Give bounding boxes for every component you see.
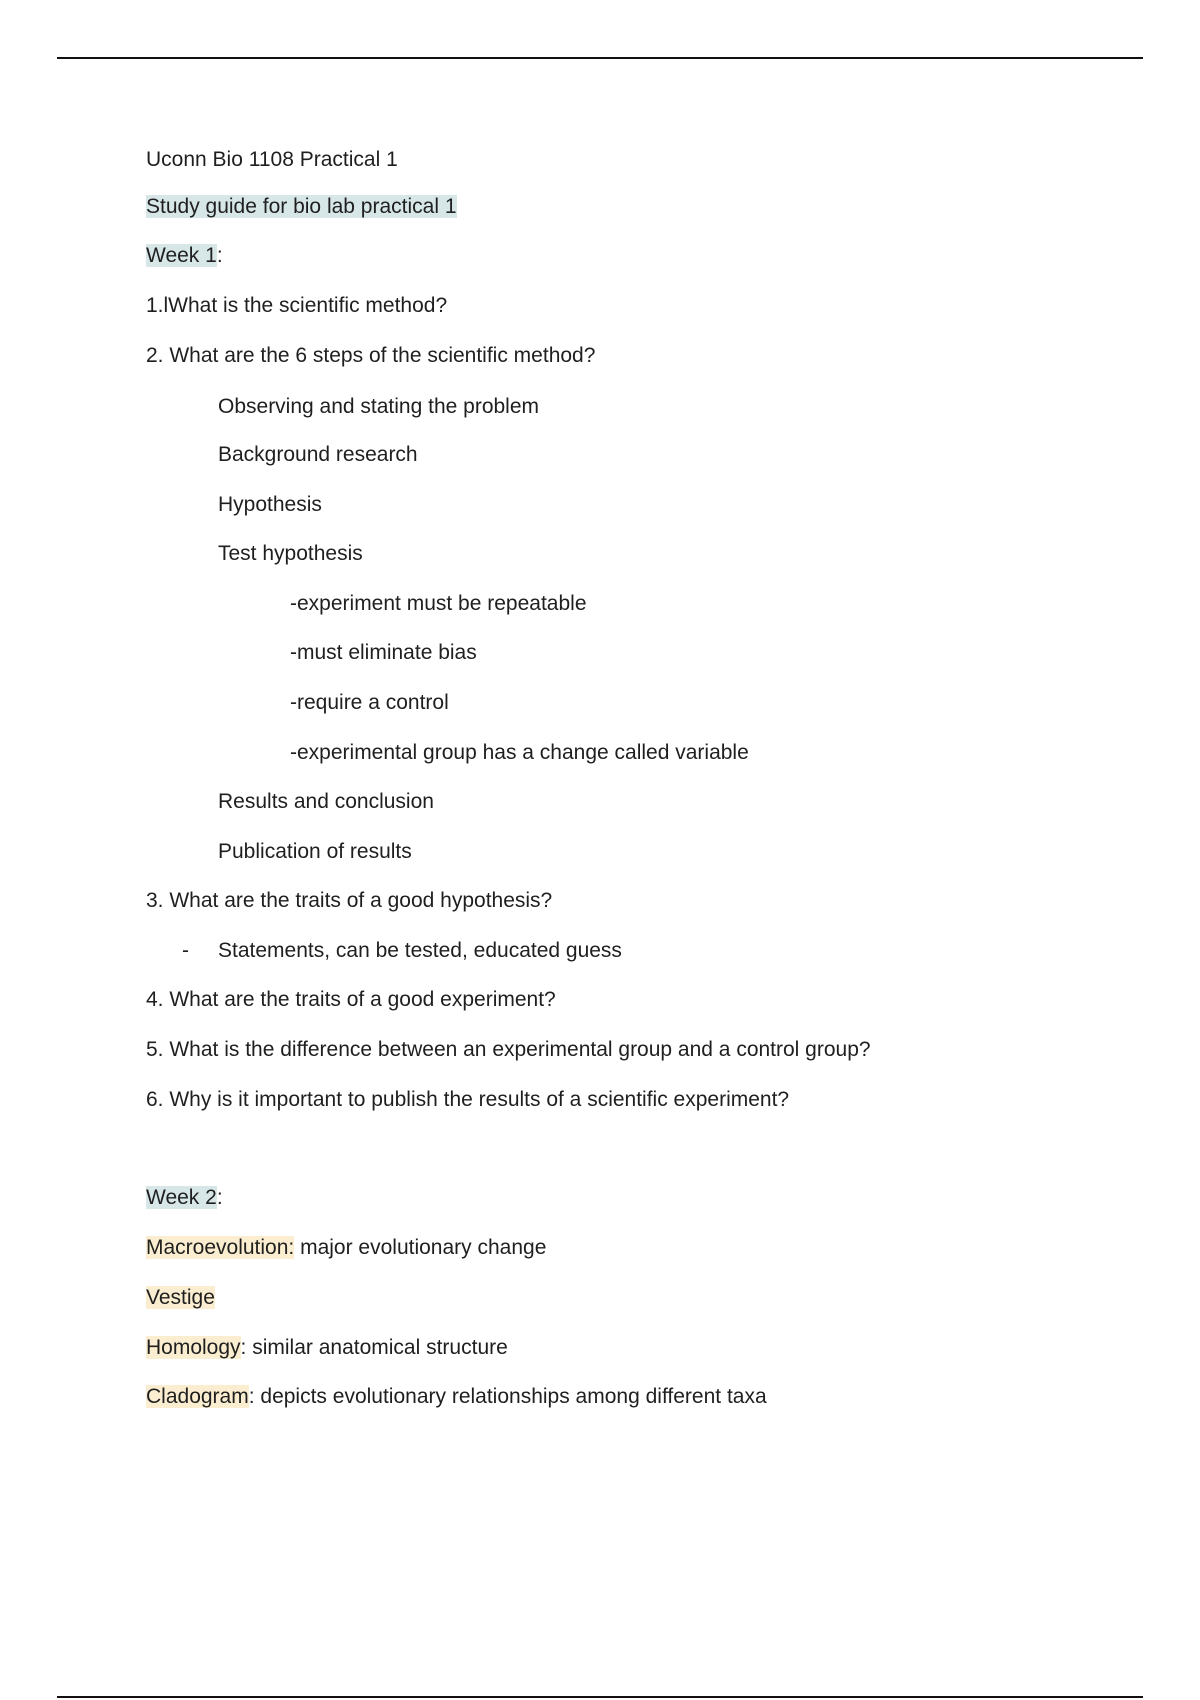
week1-heading-text: Week 1 — [146, 244, 217, 267]
term-entry — [146, 1383, 767, 1411]
test-detail-item: -must eliminate bias — [290, 641, 477, 664]
subtitle-highlight: Study guide for bio lab practical 1 — [146, 195, 457, 218]
week1-heading — [146, 242, 223, 270]
step-item: Publication of results — [218, 840, 412, 863]
step-item: Hypothesis — [218, 493, 322, 516]
document-title: Uconn Bio 1108 Practical 1 — [146, 148, 398, 171]
question-4: 4. What are the traits of a good experiment? — [146, 988, 556, 1011]
bullet-dash: - — [182, 939, 189, 962]
step-item: Background research — [218, 443, 418, 466]
question-2: 2. What are the 6 steps of the scientific method? — [146, 344, 596, 367]
question-3-answer: Statements, can be tested, educated guess — [218, 939, 622, 962]
week1-heading-colon: : — [216, 244, 223, 267]
question-5: 5. What is the difference between an experimental group and a control group? — [146, 1038, 871, 1061]
document-subtitle — [146, 193, 457, 221]
step-item: Results and conclusion — [218, 790, 434, 813]
term-entry — [146, 1284, 215, 1312]
term-name: Vestige — [146, 1286, 215, 1309]
bottom-rule — [57, 1696, 1143, 1698]
term-name: Homology — [146, 1336, 241, 1359]
week2-heading-text: Week 2 — [146, 1186, 217, 1209]
test-detail-item: -experimental group has a change called variable — [290, 741, 749, 764]
top-rule — [57, 57, 1143, 59]
term-entry — [146, 1234, 546, 1262]
question-3: 3. What are the traits of a good hypothesis? — [146, 889, 553, 912]
step-item: Observing and stating the problem — [218, 395, 540, 418]
question-6: 6. Why is it important to publish the results of a scientific experiment? — [146, 1088, 790, 1111]
term-name: Cladogram — [146, 1385, 249, 1408]
term-name: Macroevolution: — [146, 1236, 295, 1259]
test-detail-item: -require a control — [290, 691, 449, 714]
test-detail-item: -experiment must be repeatable — [290, 592, 587, 615]
term-definition: : depicts evolutionary relationships among different taxa — [248, 1385, 767, 1408]
term-definition: major evolutionary change — [294, 1236, 547, 1259]
term-entry — [146, 1334, 508, 1362]
step-item: Test hypothesis — [218, 542, 363, 565]
week2-heading-colon: : — [216, 1186, 223, 1209]
question-1: 1.lWhat is the scientific method? — [146, 294, 448, 317]
week2-heading — [146, 1184, 223, 1212]
term-definition: : similar anatomical structure — [240, 1336, 508, 1359]
